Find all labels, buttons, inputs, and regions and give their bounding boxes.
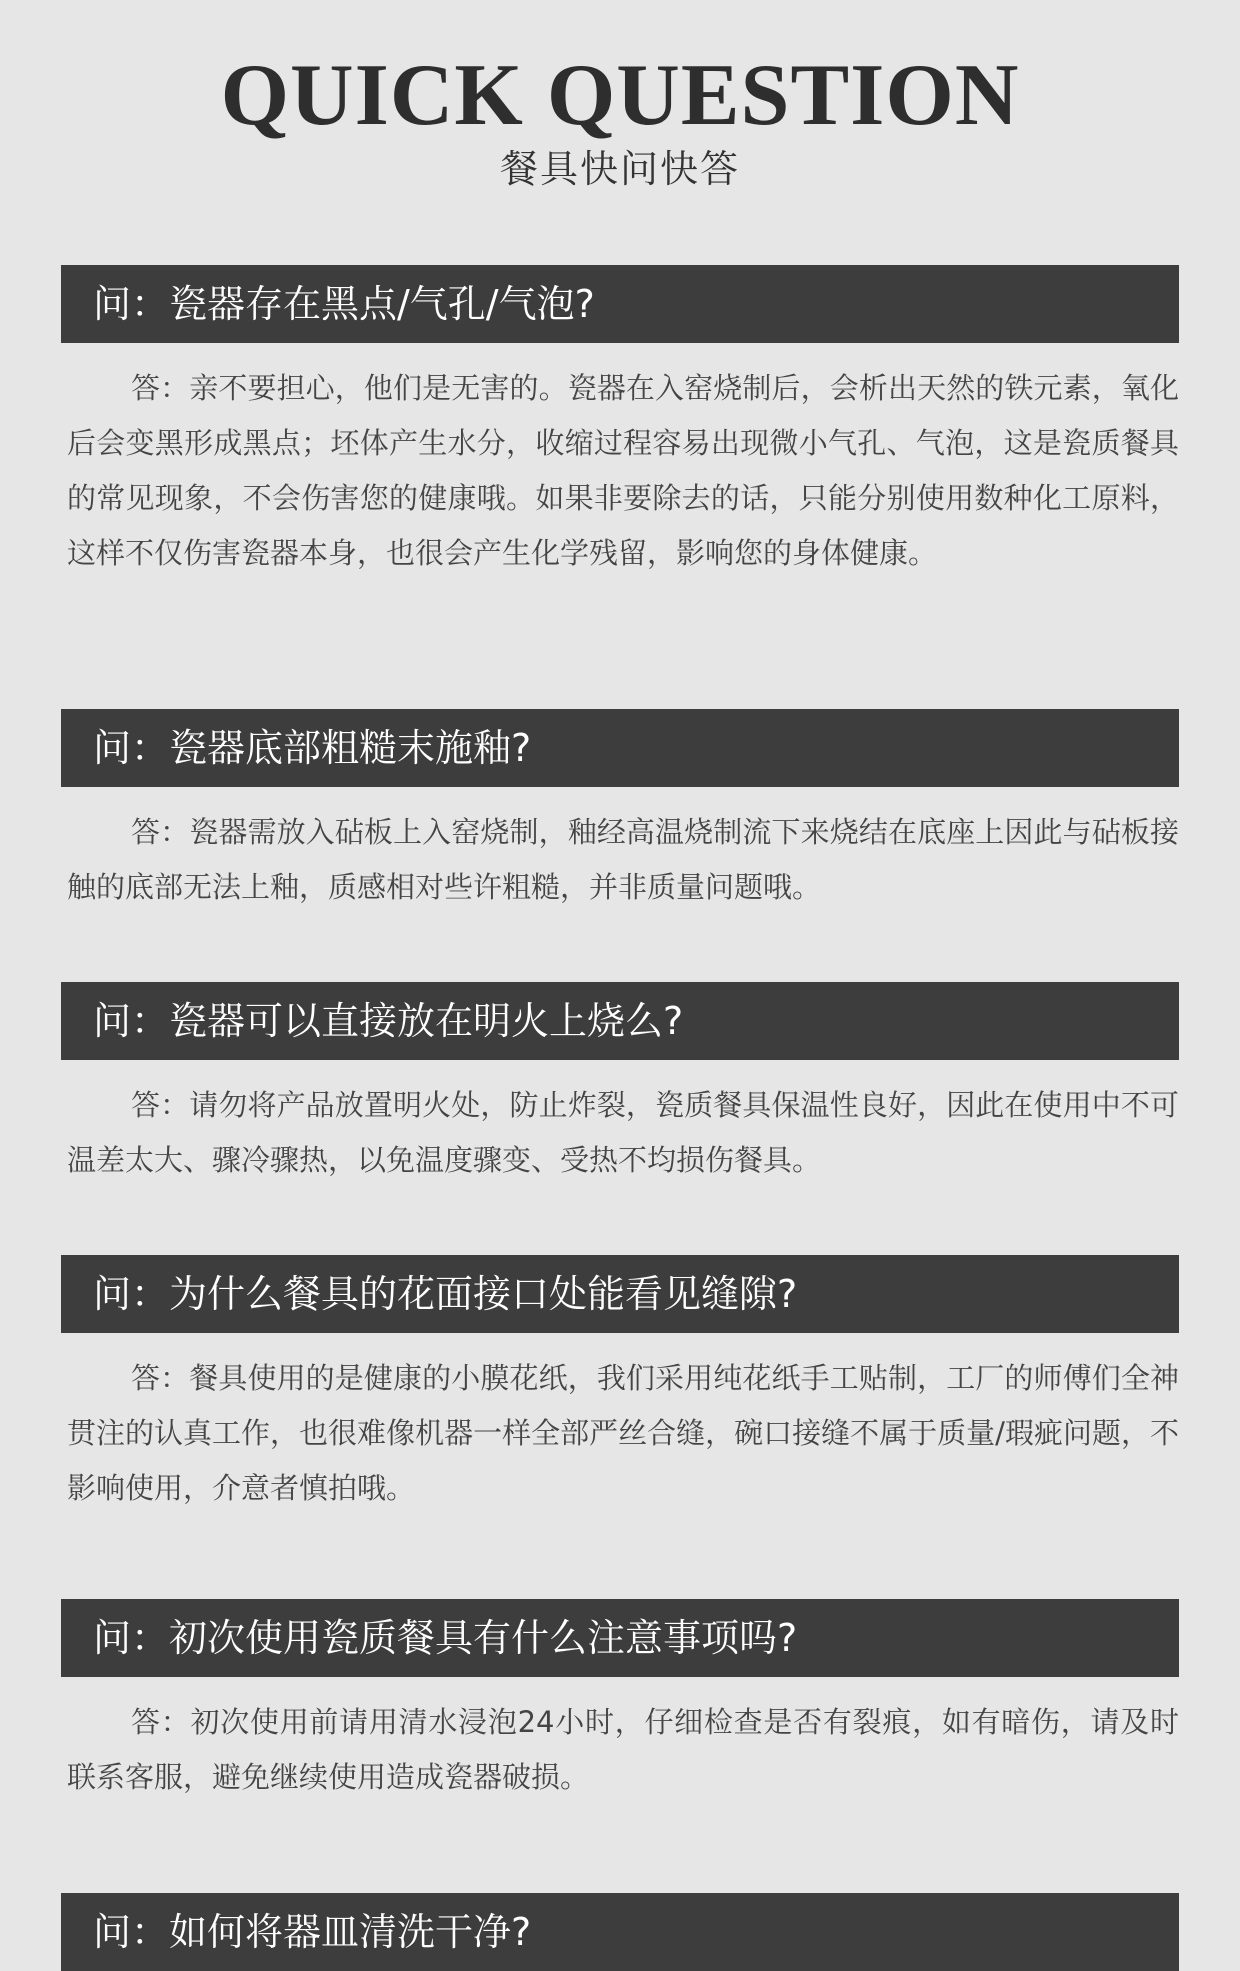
page-subtitle: 餐具快问快答 [499, 147, 740, 191]
question-bar-5: 问：初次使用瓷质餐具有什么注意事项吗? [61, 1599, 1179, 1677]
page-title: QUICK QUESTION [220, 47, 1020, 144]
question-bar-1: 问：瓷器存在黑点/气孔/气泡? [61, 265, 1179, 343]
question-bar-3: 问：瓷器可以直接放在明火上烧么? [61, 982, 1179, 1060]
question-bar-6: 问：如何将器皿清洗干净? [61, 1893, 1179, 1971]
question-bar-2: 问：瓷器底部粗糙末施釉? [61, 709, 1179, 787]
answer-text-4: 答：餐具使用的是健康的小膜花纸，我们采用纯花纸手工贴制，工厂的师傅们全神贯注的认真工作，也很难像机器一样全部严丝合缝，碗口接缝不属于质量/瑕疵问题，不影响使用，介意者慎拍哦。 [67, 1361, 1179, 1505]
answer-text-3: 答：请勿将产品放置明火处，防止炸裂，瓷质餐具保温性良好，因此在使用中不可温差太大、骤冷骤热，以免温度骤变、受热不均损伤餐具。 [67, 1088, 1179, 1177]
answer-text-5: 答：初次使用前请用清水浸泡24小时，仔细检查是否有裂痕，如有暗伤，请及时联系客服，避免继续使用造成瓷器破损。 [67, 1705, 1179, 1794]
answer-text-1: 答：亲不要担心，他们是无害的。瓷器在入窑烧制后，会析出天然的铁元素，氧化后会变黑形成黑点；坯体产生水分，收缩过程容易出现微小气孔、气泡，这是瓷质餐具的常见现象，不会伤害您的健康哦。如果非要除去的话，只能分别使用数种化工原料，这样不仅伤害瓷器本身，也很会产生化学残留，影响您的身体健康。 [67, 371, 1179, 570]
question-bar-4: 问：为什么餐具的花面接口处能看见缝隙? [61, 1255, 1179, 1333]
answer-text-2: 答：瓷器需放入砧板上入窑烧制，釉经高温烧制流下来烧结在底座上因此与砧板接触的底部无法上釉，质感相对些许粗糙，并非质量问题哦。 [67, 815, 1179, 904]
